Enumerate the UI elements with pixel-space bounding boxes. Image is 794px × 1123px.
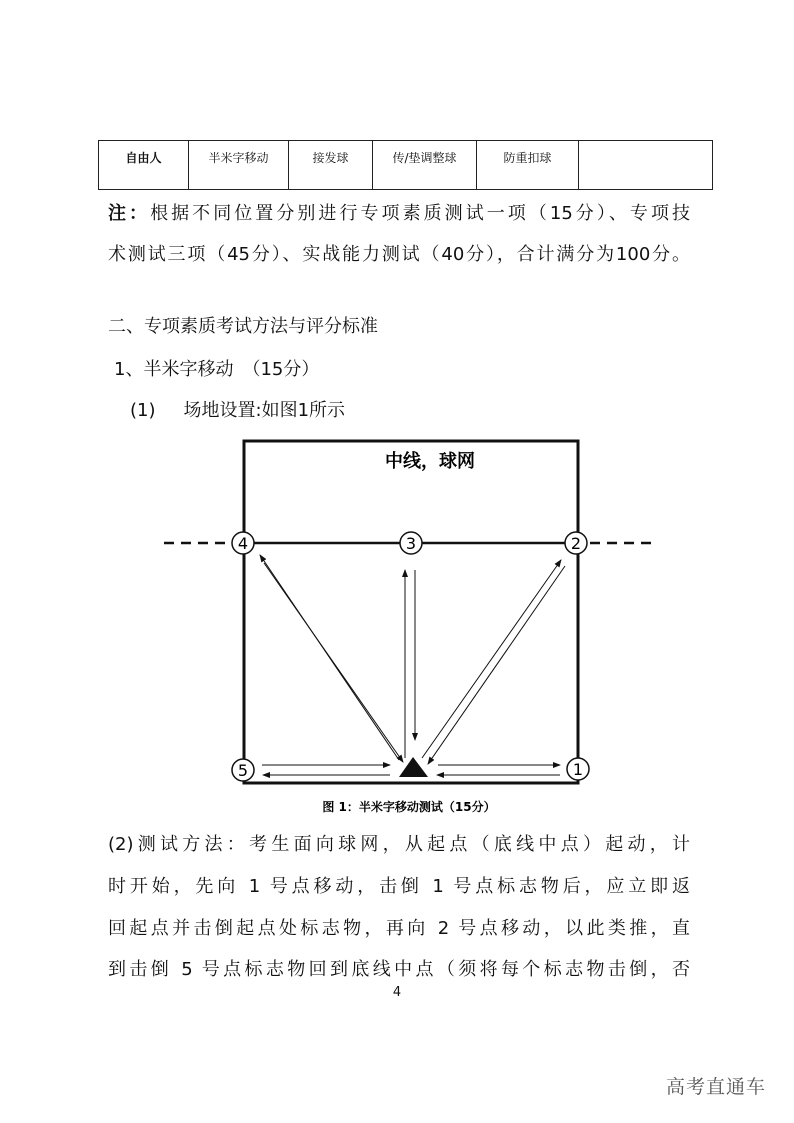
note-line-2: 术测试三项（45分）、实战能力测试（40分），合计满分为100分。	[108, 244, 690, 265]
point-2-label: 2	[570, 534, 582, 553]
table-cell: 传/垫调整球	[373, 141, 477, 190]
point-1-label: 1	[572, 760, 584, 779]
net-label: 中线，球网	[385, 451, 475, 472]
movement-arrows	[260, 555, 565, 775]
point-3-label: 3	[405, 534, 417, 553]
method-line-4: 到击倒 5 号点标志物回到底线中点（须将每个标志物击倒，否	[108, 959, 690, 980]
subitem-text: 场地设置:如图1所示	[183, 400, 346, 421]
point-4-label: 4	[237, 534, 249, 553]
table-cell: 接发球	[289, 141, 373, 190]
section-heading: 二、专项素质考试方法与评分标准	[108, 316, 378, 337]
figure-caption: 图 1：半米字移动测试（15分）	[322, 800, 496, 814]
point-5-label: 5	[237, 761, 249, 780]
court-boundary	[244, 441, 578, 783]
table-cell: 半米字移动	[189, 141, 289, 190]
start-point-triangle-icon	[399, 757, 428, 777]
watermark: 高考直通车	[665, 1076, 766, 1098]
note-text: 根据不同位置分别进行专项素质测试一项（15分）、专项技	[150, 203, 691, 224]
point-markers	[232, 532, 589, 781]
table-cell: 防重扣球	[477, 141, 579, 190]
note-label: 注：	[108, 203, 151, 224]
method-line-1: (2)测试方法：考生面向球网，从起点（底线中点）起动，计	[108, 834, 690, 855]
page-number: 4	[392, 985, 402, 1000]
item-heading: 1、半米字移动 （15分）	[114, 359, 320, 380]
method-line-3: 回起点并击倒起点处标志物，再向 2 号点移动，以此类推，直	[108, 918, 690, 939]
table-cell-libero: 自由人	[99, 141, 189, 190]
method-line-2: 时开始，先向 1 号点移动，击倒 1 号点标志物后，应立即返	[108, 876, 690, 897]
subitem-number: (1)	[130, 400, 156, 421]
